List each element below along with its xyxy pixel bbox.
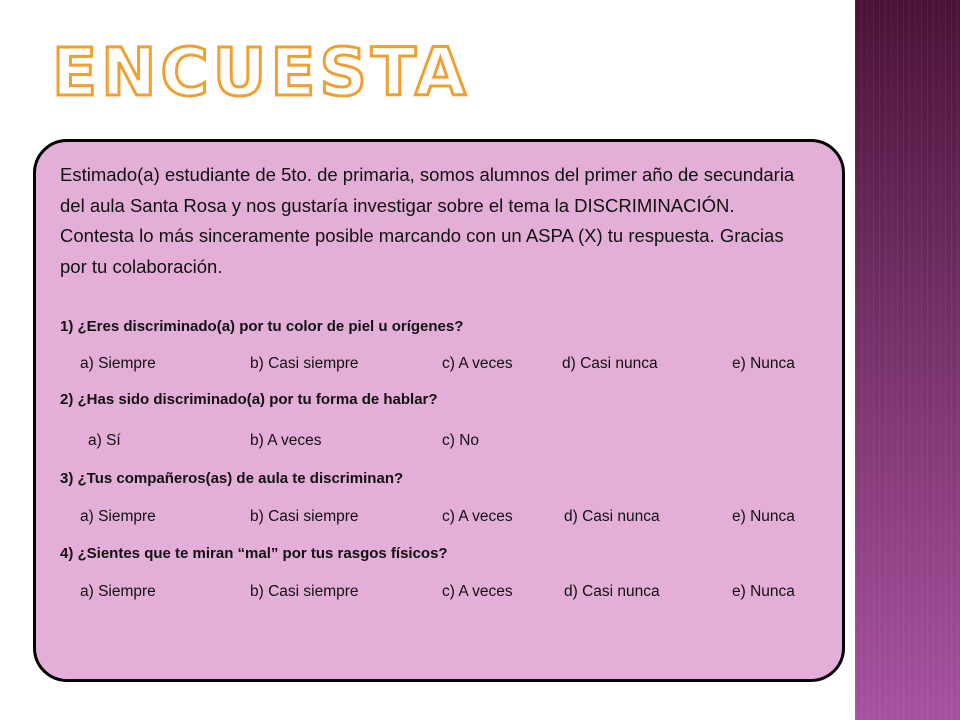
q4-option-d[interactable]: d) Casi nunca [564,583,660,600]
q3-option-d[interactable]: d) Casi nunca [564,508,660,525]
page-title: ENCUESTA [52,34,470,111]
q1-option-d[interactable]: d) Casi nunca [562,355,658,372]
q4-option-c[interactable]: c) A veces [442,583,513,600]
q1-option-a[interactable]: a) Siempre [80,355,156,372]
q2-option-c[interactable]: c) No [442,432,480,449]
q1-option-b[interactable]: b) Casi siempre [250,355,359,372]
question-3: 3) ¿Tus compañeros(as) de aula te discriminan? [60,470,404,487]
question-1: 1) ¿Eres discriminado(a) por tu color de piel u orígenes? [60,318,464,335]
q3-option-b[interactable]: b) Casi siempre [250,508,359,525]
q4-option-e[interactable]: e) Nunca [732,583,795,600]
q1-option-e[interactable]: e) Nunca [732,355,795,372]
q3-option-c[interactable]: c) A veces [442,508,513,525]
q3-option-a[interactable]: a) Siempre [80,508,156,525]
question-4: 4) ¿Sientes que te miran “mal” por tus rasgos físicos? [60,545,448,562]
q2-option-a[interactable]: a) Sí [88,432,121,449]
survey-intro: Estimado(a) estudiante de 5to. de primaria, somos alumnos del primer año de secundaria del aula Santa Rosa y nos gustaría investigar sobre el tema la DISCRIMINACIÓN. Contesta lo más sinceramente posible marcando con un ASPA (X) tu respuesta. Gracias por tu colaboración. [60,164,795,277]
decorative-sidebar [855,0,960,720]
q2-option-b[interactable]: b) A veces [250,432,322,449]
q4-option-b[interactable]: b) Casi siempre [250,583,359,600]
q4-option-a[interactable]: a) Siempre [80,583,156,600]
q1-option-c[interactable]: c) A veces [442,355,513,372]
question-2: 2) ¿Has sido discriminado(a) por tu forma de hablar? [60,391,438,408]
q3-option-e[interactable]: e) Nunca [732,508,795,525]
